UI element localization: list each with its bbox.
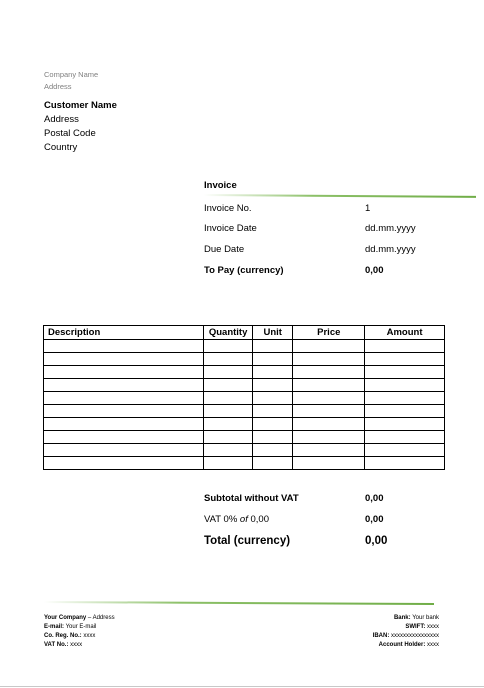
table-cell	[293, 379, 365, 392]
table-cell	[293, 444, 365, 457]
table-cell	[252, 340, 292, 353]
table-cell	[44, 353, 204, 366]
sender-address: Address	[44, 82, 72, 91]
total-label: Total (currency)	[204, 535, 291, 547]
invoice-no-value: 1	[365, 203, 371, 214]
footer-rule	[44, 601, 434, 605]
to-pay-value: 0,00	[365, 265, 384, 276]
table-cell	[365, 340, 445, 353]
customer-block	[44, 99, 117, 155]
invoice-date-value: dd.mm.yyyy	[365, 223, 416, 234]
customer-name: Customer Name	[44, 100, 117, 111]
table-cell	[293, 457, 365, 470]
due-date-row	[204, 244, 476, 258]
sender-block	[44, 69, 98, 93]
table-cell	[293, 353, 365, 366]
footer-iban-line: IBAN: xxxxxxxxxxxxxxxx	[372, 633, 439, 639]
table-cell	[293, 405, 365, 418]
col-quantity: Quantity	[204, 326, 253, 340]
items-table-header	[44, 326, 445, 340]
table-cell	[204, 353, 253, 366]
col-amount: Amount	[365, 326, 445, 340]
invoice-no-label: Invoice No.	[204, 203, 252, 214]
due-date-value: dd.mm.yyyy	[365, 244, 416, 255]
customer-address: Address	[44, 114, 79, 125]
table-cell	[44, 379, 204, 392]
table-row	[44, 340, 445, 353]
table-cell	[252, 405, 292, 418]
table-row	[44, 392, 445, 405]
table-row	[44, 431, 445, 444]
table-cell	[365, 431, 445, 444]
table-cell	[365, 418, 445, 431]
customer-country: Country	[44, 142, 78, 153]
table-cell	[252, 366, 292, 379]
vat-label-of: of	[239, 514, 248, 525]
table-cell	[293, 366, 365, 379]
footer-company-info	[44, 614, 115, 650]
table-row	[44, 379, 445, 392]
table-cell	[293, 418, 365, 431]
table-cell	[293, 340, 365, 353]
vat-label-suffix: 0,00	[247, 514, 269, 525]
items-table	[43, 325, 445, 470]
table-row	[44, 444, 445, 457]
col-price: Price	[293, 326, 365, 340]
table-cell	[44, 340, 204, 353]
footer-vat-line: VAT No.: xxxx	[44, 642, 83, 648]
table-cell	[44, 392, 204, 405]
footer-swift-line: SWIFT: xxxx	[405, 624, 439, 630]
footer-bank-line: Bank: Your bank	[393, 615, 439, 621]
subtotal-label: Subtotal without VAT	[204, 493, 299, 504]
table-cell	[44, 431, 204, 444]
table-cell	[204, 392, 253, 405]
table-cell	[293, 431, 365, 444]
table-cell	[204, 379, 253, 392]
footer-reg-line: Co. Reg. No.: xxxx	[44, 633, 96, 639]
table-cell	[204, 457, 253, 470]
vat-value: 0,00	[365, 514, 384, 525]
to-pay-row	[204, 265, 476, 279]
invoice-date-label: Invoice Date	[204, 223, 257, 234]
table-cell	[252, 444, 292, 457]
table-cell	[44, 444, 204, 457]
table-row	[44, 457, 445, 470]
invoice-title-rule	[204, 194, 476, 198]
table-row	[44, 405, 445, 418]
table-cell	[44, 366, 204, 379]
table-cell	[204, 405, 253, 418]
table-cell	[365, 457, 445, 470]
footer-company-line: Your Company – Address	[44, 615, 115, 621]
table-cell	[252, 431, 292, 444]
due-date-label: Due Date	[204, 244, 245, 255]
invoice-title: Invoice	[204, 180, 237, 191]
table-cell	[365, 353, 445, 366]
table-cell	[252, 379, 292, 392]
table-cell	[204, 431, 253, 444]
col-description: Description	[44, 326, 204, 340]
table-cell	[44, 457, 204, 470]
table-cell	[365, 366, 445, 379]
vat-label-prefix: VAT 0%	[204, 514, 240, 525]
table-cell	[365, 444, 445, 457]
invoice-date-row	[204, 223, 476, 237]
table-cell	[365, 392, 445, 405]
table-cell	[204, 366, 253, 379]
table-cell	[44, 405, 204, 418]
footer-bank-info	[373, 614, 439, 650]
invoice-details	[204, 180, 476, 276]
table-row	[44, 353, 445, 366]
table-cell	[252, 353, 292, 366]
table-cell	[204, 418, 253, 431]
items-table-body	[44, 340, 445, 470]
footer-email-line: E-mail: Your E-mail	[44, 624, 97, 630]
subtotal-value: 0,00	[365, 493, 384, 504]
table-cell	[204, 340, 253, 353]
col-unit: Unit	[252, 326, 292, 340]
table-cell	[252, 418, 292, 431]
vat-label	[204, 514, 269, 525]
table-cell	[293, 392, 365, 405]
sender-company: Company Name	[44, 70, 99, 79]
footer-holder-line: Account Holder: xxxx	[378, 642, 439, 648]
table-cell	[365, 379, 445, 392]
table-cell	[204, 444, 253, 457]
table-cell	[44, 418, 204, 431]
table-row	[44, 366, 445, 379]
table-cell	[252, 457, 292, 470]
table-row	[44, 418, 445, 431]
total-value: 0,00	[365, 535, 388, 547]
table-cell	[252, 392, 292, 405]
invoice-no-row	[204, 203, 476, 217]
customer-postal-code: Postal Code	[44, 128, 96, 139]
to-pay-label: To Pay (currency)	[204, 265, 284, 276]
table-cell	[365, 405, 445, 418]
